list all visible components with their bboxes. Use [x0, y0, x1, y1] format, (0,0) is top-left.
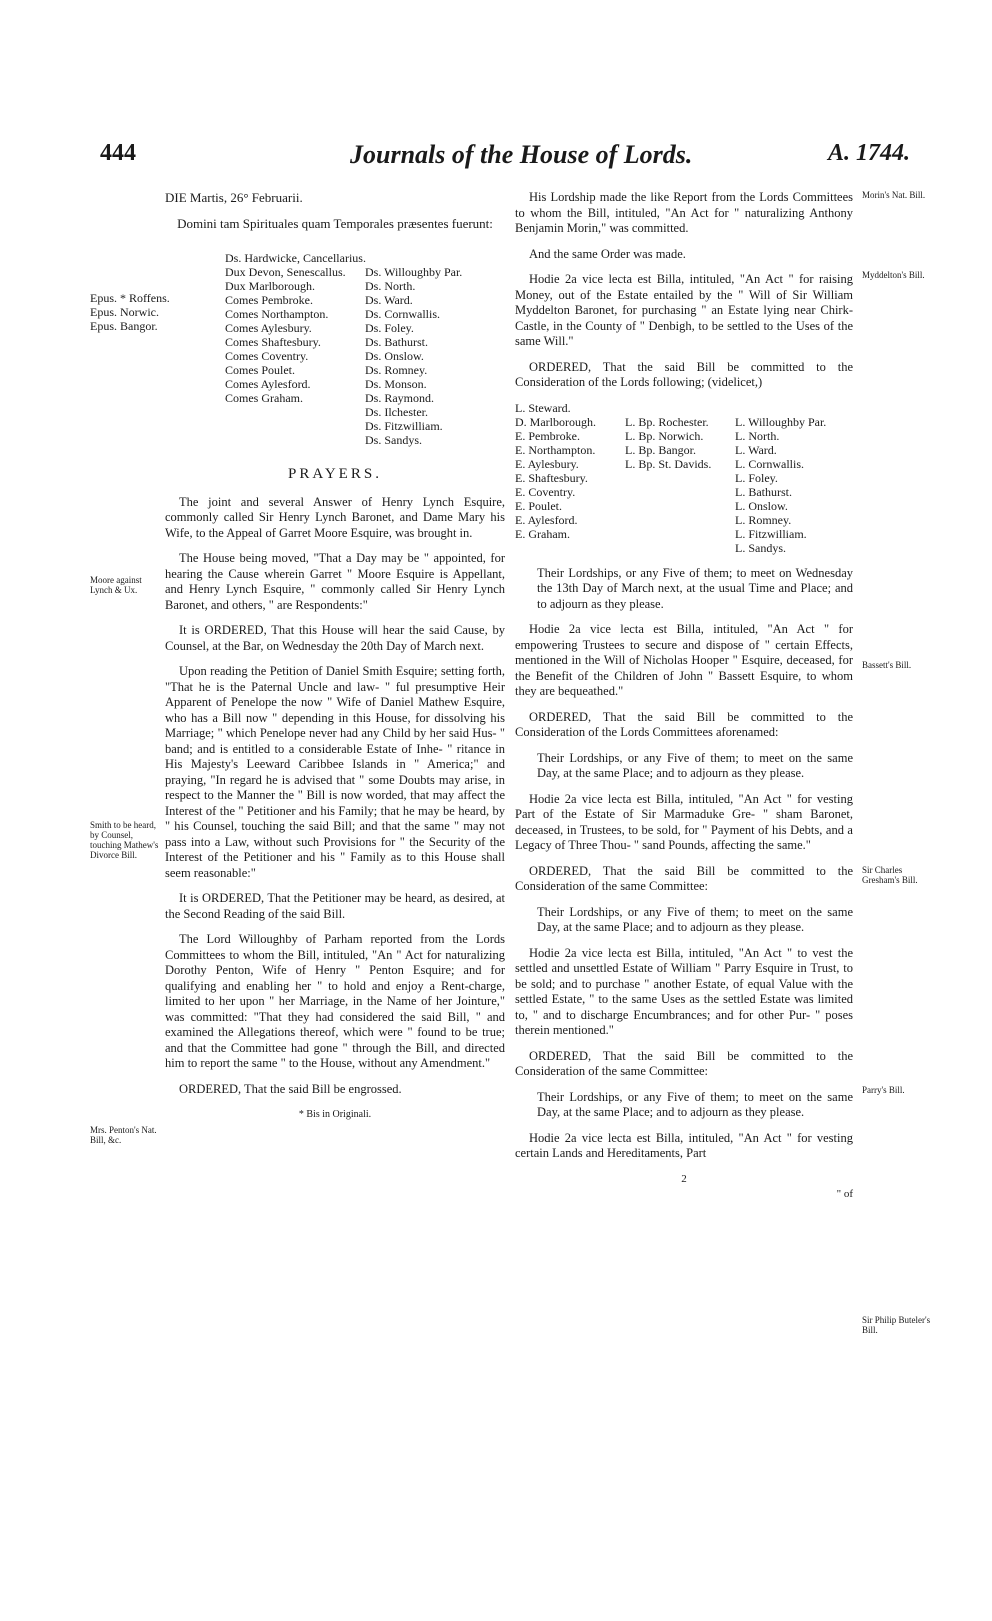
running-title: Journals of the House of Lords.: [350, 140, 693, 169]
baron-entry: Ds. Ilchester.: [365, 405, 428, 419]
baron-entry: Ds. Willoughby Par.: [365, 265, 463, 279]
committee-lord-entry: L. Willoughby Par.: [735, 414, 827, 429]
margin-note-myddelton: Myddelton's Bill.: [862, 270, 925, 280]
paragraph: Their Lordships, or any Five of them; to meet on Wednesday the 13th Day of March next, at the usual Time and Place; and to adjourn as they please.: [537, 565, 853, 611]
committee-lord-entry: E. Aylesford.: [515, 512, 578, 527]
committee-lord-entry: L. Ward.: [735, 442, 777, 457]
lord-entry: Comes Shaftesbury.: [225, 335, 321, 349]
committee-lord-entry: [735, 401, 826, 415]
present-line: Domini tam Spirituales quam Temporales præsentes fuerunt:: [177, 215, 493, 231]
paragraph: Their Lordships, or any Five of them; to meet on the same Day, at the same Place; and to adjourn as they please.: [537, 904, 853, 934]
committee-lord-entry: E. Aylesbury.: [515, 456, 579, 471]
bishop-entry: Epus. Norwic.: [90, 305, 159, 319]
catchword: " of: [836, 1188, 853, 1200]
committee-lord-entry: E. Pembroke.: [515, 428, 580, 443]
bishops-list: [90, 291, 170, 333]
baron-entry: Ds. Monson.: [365, 377, 427, 391]
committee-lord-entry: [625, 401, 711, 415]
margin-note-penton: Mrs. Penton's Nat. Bill, &c.: [90, 1125, 157, 1145]
baron-entry: Ds. Sandys.: [365, 433, 423, 447]
paragraph: Hodie 2a vice lecta est Billa, intituled, "An Act " to vest the settled and unsettled Estate of William " Parry Esquire in Trust, to be sold; and to purchase " another Estate, of equal Value with the settled Estate, " to the same Uses as the settled Estate was limited to, " and to discharge Encumbrances; and for other Pur- " poses therein mentioned.": [515, 945, 853, 1037]
barons-list: [365, 265, 462, 447]
committee-lord-entry: L. Romney.: [735, 512, 792, 527]
committee-lord-entry: D. Marlborough.: [515, 414, 596, 429]
margin-note-smith: Smith to be heard, by Counsel, touching Mathew's Divorce Bill.: [90, 820, 159, 860]
paragraph: Hodie 2a vice lecta est Billa, intituled, "An Act " for empowering Trustees to secure and dispose of " certain Effects, mentioned in the Will of Nicholas Hooper " Esquire, deceased, for the Benefit of the Children of John " Bassett Esquire, to whom they are bequeathed.": [515, 622, 853, 698]
page-header: [100, 140, 910, 180]
committee-lord-entry: L. Sandys.: [735, 540, 786, 555]
paragraph: Hodie 2a vice lecta est Billa, intituled, "An Act " for vesting Part of the Estate of Sir Marmaduke Gre- " sham Baronet, deceased, in Trustees, to be sold, for " Payment of his Debts, and a Legacy of Three Thou- " sand Pounds, affecting the same.": [515, 791, 853, 852]
lord-entry: Dux Devon, Senescallus.: [225, 265, 346, 279]
footnote: * Bis in Originali.: [298, 1109, 372, 1120]
paragraph: The Lord Willoughby of Parham reported from the Lords Committees to whom the Bill, intituled, "An " Act for naturalizing Dorothy Penton, Wife of Henry " Penton Esquire; and for qualifying and enabling her " to hold and enjoy a Rent-charge, limited to her upon " her Marriage, in the Name of her Jointure," was committed: "That they had considered the said Bill, " and examined the Allegations thereof, which were " found to be true; and that the Committee had gone " through the Bill, and directed him to report the same " to the House, without any Amendment.": [165, 932, 505, 1070]
baron-entry: Ds. Foley.: [365, 321, 414, 335]
paragraph: His Lordship made the like Report from the Lords Committees to whom the Bill, intituled, "An Act for " naturalizing Anthony Benjamin Morin," was committed.: [515, 190, 853, 235]
year-heading: A. 1744.: [827, 140, 910, 166]
committee-lord-entry: E. Northampton.: [515, 442, 596, 457]
paragraph: It is ORDERED, That this House will hear the said Cause, by Counsel, at the Bar, on Wednesday the 20th Day of March next.: [165, 623, 505, 653]
committee-lord-entry: E. Graham.: [515, 526, 570, 541]
committee-lord-entry: L. Steward.: [515, 400, 571, 415]
committee-lord-entry: L. North.: [735, 428, 780, 443]
margin-note-morin: Morin's Nat. Bill.: [862, 190, 926, 200]
paragraph: It is ORDERED, That the Petitioner may be heard, as desired, at the Second Reading of the said Bill.: [165, 891, 505, 921]
lord-entry: Comes Aylesbury.: [225, 321, 312, 335]
lord-entry: Comes Graham.: [225, 391, 303, 405]
paragraph: ORDERED, That the said Bill be committed to the Consideration of the same Committee:: [515, 1048, 853, 1078]
lord-entry: Ds. Hardwicke, Cancellarius.: [225, 251, 366, 265]
attendance-list: [90, 251, 505, 461]
bishop-entry: Epus. * Roffens.: [90, 291, 170, 305]
committee-lord-entry: L. Cornwallis.: [735, 456, 804, 471]
margin-note-gresham: Sir Charles Gresham's Bill.: [862, 865, 918, 885]
prayers-heading: PRAYERS.: [288, 466, 382, 482]
paragraph: Upon reading the Petition of Daniel Smith Esquire; setting forth, "That he is the Paternal Uncle and law- " ful presumptive Heir Apparent of Penelope the now " Wife of Daniel Mathew Esquire, who has a Bill now " depending in this House, for dissolving his Marriage; " which Penelope never had any Child by her said Hus- " band; and is entitled to a considerable Estate of Inhe- " ritance in His Majesty's Leeward Caribbee Islands in " America;" and praying, "In regard he is advised that " some Doubts may arise, in respect to the Manner the " Bill is now worded, that may affect the Interest of the " Petitioner and his Family; that he may be heard, by " his Counsel, touching the said Bill; and that the same " may not pass into a Law, without such Provisions for " the Security of the Interest of the Petitioner and his " Family as to this House shall seem reasonable:": [165, 664, 505, 880]
committee-lord-entry: L. Bp. Bangor.: [625, 442, 696, 457]
paragraph: The House being moved, "That a Day may be " appointed, for hearing the Cause wherein Garret " Moore Esquire is Appellant, and Henry Lynch Esquire, " commonly called Sir Henry Lynch Baronet, and others, " are Respondents:": [165, 551, 505, 612]
committee-lord-entry: L. Bp. St. Davids.: [625, 456, 712, 471]
baron-entry: Ds. Ward.: [365, 293, 413, 307]
page-number: 444: [100, 140, 136, 166]
committee-lord-entry: L. Foley.: [735, 470, 778, 485]
paragraph: And the same Order was made.: [529, 246, 686, 261]
committee-lord-entry: L. Bathurst.: [735, 484, 792, 499]
paragraph: Hodie 2a vice lecta est Billa, intituled, "An Act " for vesting certain Lands and Hereditaments, Part: [515, 1130, 853, 1160]
lord-entry: Comes Pembroke.: [225, 293, 313, 307]
paragraph: ORDERED, That the said Bill be committed to the Consideration of the same Committee:: [515, 863, 853, 893]
baron-entry: Ds. Bathurst.: [365, 335, 428, 349]
paragraph: ORDERED, That the said Bill be engrossed.: [179, 1081, 402, 1096]
lords-column-1: [515, 401, 596, 541]
baron-entry: Ds. Fitzwilliam.: [365, 419, 443, 433]
baron-entry: Ds. Raymond.: [365, 391, 434, 405]
lord-entry: Comes Coventry.: [225, 349, 309, 363]
committee-lord-entry: L. Fitzwilliam.: [735, 526, 807, 541]
baron-entry: Ds. Cornwallis.: [365, 307, 440, 321]
paragraph: ORDERED, That the said Bill be committed to the Consideration of the Lords following; (videlicet,): [515, 359, 853, 389]
margin-note-moore: Moore against Lynch & Ux.: [90, 575, 142, 595]
committee-lords-list: [515, 401, 853, 556]
signature-mark: 2: [681, 1172, 687, 1185]
committee-lord-entry: L. Bp. Rochester.: [625, 414, 709, 429]
paragraph: Their Lordships, or any Five of them; to meet on the same Day, at the same Place; and to adjourn as they please.: [537, 1089, 853, 1119]
paragraph: ORDERED, That the said Bill be committed to the Consideration of the Lords Committees aforenamed:: [515, 709, 853, 739]
paragraph: Hodie 2a vice lecta est Billa, intituled, "An Act " for raising Money, out of the Estate entailed by the " Will of Sir William Myddelton Baronet, for purchasing " an Estate lying near Chirk-Castle, in the County of " Denbigh, to be settled to the Uses of the same Will.": [515, 272, 853, 348]
baron-entry: Ds. Romney.: [365, 363, 428, 377]
margin-note-parry: Parry's Bill.: [862, 1085, 905, 1095]
committee-lord-entry: E. Shaftesbury.: [515, 470, 588, 485]
right-column: [515, 190, 853, 1203]
paragraph: Their Lordships, or any Five of them; to meet on the same Day, at the same Place; and to adjourn as they please.: [537, 750, 853, 780]
margin-note-bassett: Bassett's Bill.: [862, 660, 912, 670]
lords-column-3: [735, 401, 826, 555]
date-line: DIE Martis, 26° Februarii.: [165, 190, 303, 205]
lord-entry: Comes Northampton.: [225, 307, 329, 321]
committee-lord-entry: E. Coventry.: [515, 484, 576, 499]
bishop-entry: Epus. Bangor.: [90, 319, 158, 333]
committee-lord-entry: L. Bp. Norwich.: [625, 428, 704, 443]
baron-entry: Ds. Onslow.: [365, 349, 424, 363]
baron-entry: Ds. North.: [365, 279, 416, 293]
committee-lord-entry: E. Poulet.: [515, 498, 562, 513]
lord-entry: Comes Aylesford.: [225, 377, 311, 391]
paragraph: The joint and several Answer of Henry Lynch Esquire, commonly called Sir Henry Lynch Baronet, and Dame Mary his Wife, to the Appeal of Garret Moore Esquire, was brought in.: [165, 494, 505, 540]
officers-list: [225, 251, 366, 405]
margin-note-buteler: Sir Philip Buteler's Bill.: [862, 1315, 931, 1335]
lord-entry: Dux Marlborough.: [225, 279, 315, 293]
lord-entry: Comes Poulet.: [225, 363, 296, 377]
committee-lord-entry: L. Onslow.: [735, 498, 788, 513]
lords-column-2: [625, 401, 711, 471]
